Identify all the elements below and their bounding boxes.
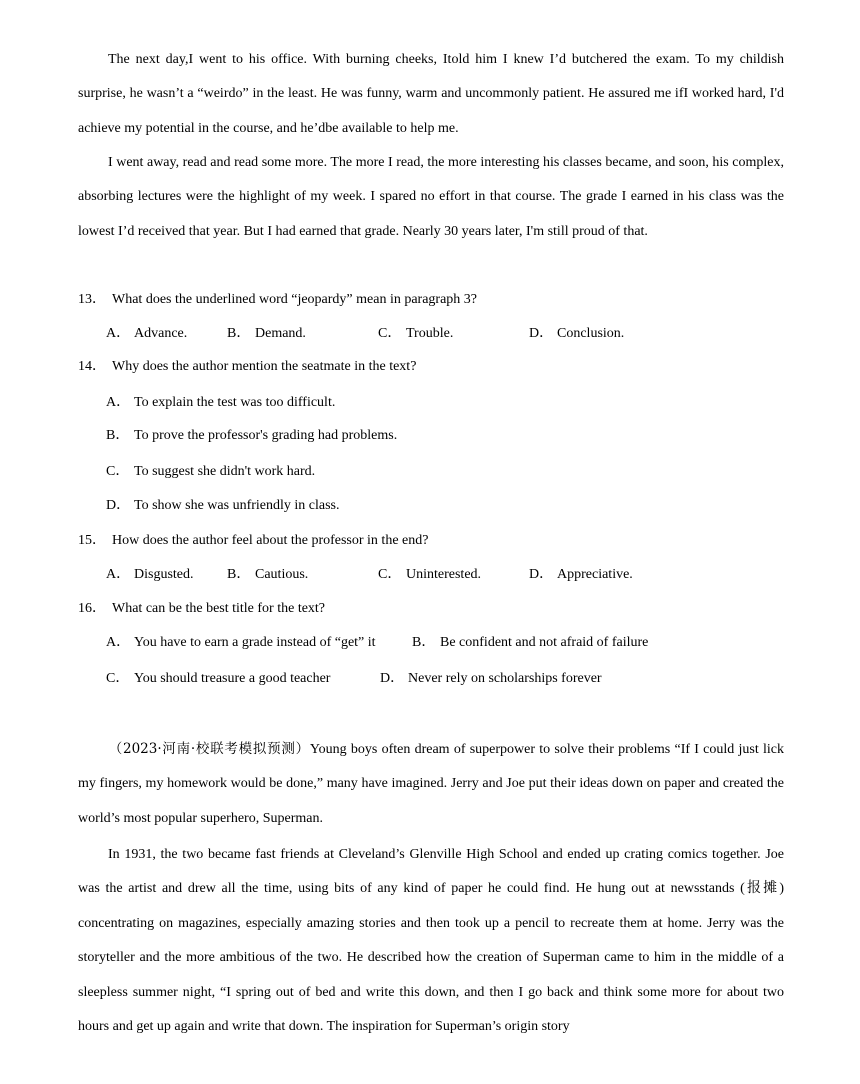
option-14-b: B． To prove the professor's grading had problems. bbox=[106, 428, 398, 443]
option-15-a: A． Disgusted. bbox=[106, 567, 194, 582]
option-13-c: C． Trouble. bbox=[378, 326, 454, 341]
option-16-c: C． You should treasure a good teacher bbox=[106, 671, 331, 686]
option-15-c: C． Uninterested. bbox=[378, 567, 482, 582]
question-16 bbox=[78, 599, 325, 619]
question-text: Why does the author mention the seatmate in the text? bbox=[112, 359, 417, 374]
passage2-paragraph-2: In 1931, the two became fast friends at Cleveland’s Glenville High School and ended up crating comics together. Joe was the artist and drew all the time, using bits of any kind of paper he could find. He hung out at newsstands (报摊) concentrating on magazines, especially amazing stories and then took up a pencil to recreate them at home. Jerry was the storyteller and the more ambitious of the two. He described how the creation of Superman came to him in the middle of a sleepless summer night, “I spring out of bed and write this down, and then I go back and think some more for about two hours and get up again and write that down. The inspiration for Superman’s origin story bbox=[78, 847, 784, 1035]
option-14-c: C． To suggest she didn't work hard. bbox=[106, 464, 316, 479]
option-16-d: D． Never rely on scholarships forever bbox=[380, 671, 602, 686]
question-text: How does the author feel about the professor in the end? bbox=[112, 533, 429, 548]
option-15-b: B． Cautious. bbox=[227, 567, 309, 582]
option-16-b: B． Be confident and not afraid of failure bbox=[412, 635, 649, 650]
question-text: What can be the best title for the text? bbox=[112, 601, 326, 616]
option-15-d: D． Appreciative. bbox=[529, 567, 633, 582]
option-13-a: A． Advance. bbox=[106, 326, 188, 341]
question-15 bbox=[78, 531, 428, 551]
question-13 bbox=[78, 290, 477, 310]
question-number: 15． bbox=[78, 533, 106, 548]
option-14-d: D． To show she was unfriendly in class. bbox=[106, 498, 340, 513]
passage1-paragraph-2: I went away, read and read some more. The more I read, the more interesting his classes became, and soon, his complex, absorbing lectures were the highlight of my week. I spared no effort in that course. The grade I earned in his class was the lowest I’d received that year. But I had earned that grade. Nearly 30 years later, I'm still proud of that. bbox=[78, 155, 784, 239]
source-label: （2023·河南·校联考模拟预测） bbox=[108, 741, 310, 757]
passage2-paragraph-1: （2023·河南·校联考模拟预测）Young boys often dream of superpower to solve their problems “If I could just lick my fingers, my homework would be done,” many have imagined. Jerry and Joe put their ideas down on paper and created the world’s most popular superhero, Superman. bbox=[78, 741, 784, 826]
question-number: 16． bbox=[78, 601, 106, 616]
question-text: What does the underlined word “jeopardy” mean in paragraph 3? bbox=[112, 292, 478, 307]
question-number: 14． bbox=[78, 359, 106, 374]
option-13-b: B． Demand. bbox=[227, 326, 306, 341]
option-14-a: A． To explain the test was too difficult. bbox=[106, 395, 336, 410]
question-number: 13． bbox=[78, 292, 106, 307]
option-13-d: D． Conclusion. bbox=[529, 326, 625, 341]
question-14 bbox=[78, 357, 416, 377]
option-16-a: A． You have to earn a grade instead of “get” it bbox=[106, 635, 376, 650]
passage1-paragraph-1: The next day,I went to his office. With burning cheeks, Itold him I knew I’d butchered the exam. To my childish surprise, he wasn’t a “weirdo” in the least. He was funny, warm and uncommonly patient. He assured me ifI worked hard, I'd achieve my potential in the course, and he’dbe available to help me. bbox=[78, 52, 784, 136]
